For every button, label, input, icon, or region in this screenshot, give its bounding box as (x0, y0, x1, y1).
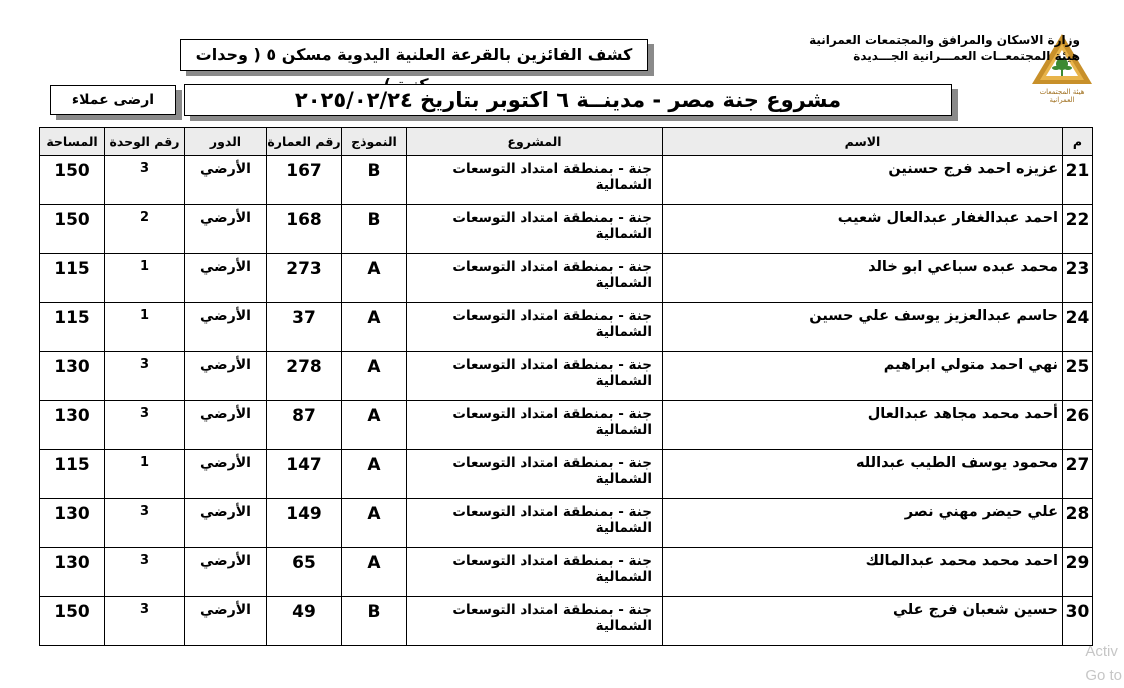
cell-model: A (342, 303, 407, 352)
cell-unit: 3 (105, 401, 185, 450)
cell-model: B (342, 156, 407, 205)
cell-floor: الأرضي (185, 499, 267, 548)
col-header-project: المشروع (407, 128, 663, 156)
cell-unit: 1 (105, 303, 185, 352)
cell-area: 150 (40, 156, 105, 205)
cell-model: A (342, 450, 407, 499)
col-header-floor: الدور (185, 128, 267, 156)
cell-building: 87 (267, 401, 342, 450)
cell-model: A (342, 254, 407, 303)
ministry-header (780, 32, 1080, 64)
cell-unit: 3 (105, 352, 185, 401)
cell-index: 22 (1063, 205, 1093, 254)
cell-building: 278 (267, 352, 342, 401)
cell-unit: 1 (105, 254, 185, 303)
cell-unit: 3 (105, 156, 185, 205)
winners-table (39, 127, 1093, 646)
cell-project: جنة - بمنطقة امتداد التوسعات الشمالية (407, 303, 663, 352)
cell-floor: الأرضي (185, 548, 267, 597)
category-label: ارضى عملاء (50, 85, 176, 115)
table-row (40, 597, 1093, 646)
table-row (40, 254, 1093, 303)
cell-index: 29 (1063, 548, 1093, 597)
project-title: مشروع جنة مصر - مدينــة ٦ اكتوبر بتاريخ ٢٠٢٥/٠٢/٢٤ (184, 84, 952, 116)
cell-index: 21 (1063, 156, 1093, 205)
col-header-area: المساحة (40, 128, 105, 156)
col-header-index: م (1063, 128, 1093, 156)
cell-floor: الأرضي (185, 303, 267, 352)
cell-name: عزيزه احمد فرج حسنين (663, 156, 1063, 205)
activation-watermark (1085, 640, 1122, 688)
cell-name: أحمد محمد مجاهد عبدالعال (663, 401, 1063, 450)
cell-unit: 3 (105, 548, 185, 597)
cell-floor: الأرضي (185, 401, 267, 450)
cell-area: 130 (40, 548, 105, 597)
cell-name: محمد عبده سباعي ابو خالد (663, 254, 1063, 303)
cell-name: حاسم عبدالعزيز يوسف علي حسين (663, 303, 1063, 352)
table-header-row (40, 128, 1093, 156)
cell-building: 149 (267, 499, 342, 548)
cell-index: 23 (1063, 254, 1093, 303)
logo-caption: هيئة المجتمعات العمرانية (1039, 88, 1085, 104)
cell-index: 26 (1063, 401, 1093, 450)
cell-name: محمود يوسف الطيب عبدالله (663, 450, 1063, 499)
document-title: كشف الفائزين بالقرعة العلنية اليدوية مسكن ٥ ( وحدات (180, 39, 648, 71)
cell-unit: 1 (105, 450, 185, 499)
cell-area: 150 (40, 205, 105, 254)
table-row (40, 205, 1093, 254)
watermark-line-1: Activ (1085, 643, 1118, 660)
cell-model: A (342, 499, 407, 548)
cell-floor: الأرضي (185, 597, 267, 646)
cell-name: نهي احمد متولي ابراهيم (663, 352, 1063, 401)
cell-floor: الأرضي (185, 254, 267, 303)
cell-building: 49 (267, 597, 342, 646)
col-header-building: رقم العمارة (267, 128, 342, 156)
cell-name: احمد عبدالغفار عبدالعال شعيب (663, 205, 1063, 254)
col-header-unit: رقم الوحدة (105, 128, 185, 156)
authority-name: هيئة المجتمعــات العمـــرانية الجـــديدة (853, 49, 1080, 63)
cell-building: 37 (267, 303, 342, 352)
cell-area: 115 (40, 450, 105, 499)
cell-floor: الأرضي (185, 205, 267, 254)
cell-project: جنة - بمنطقة امتداد التوسعات الشمالية (407, 401, 663, 450)
cell-area: 130 (40, 401, 105, 450)
cell-unit: 3 (105, 597, 185, 646)
cell-model: B (342, 205, 407, 254)
cell-index: 28 (1063, 499, 1093, 548)
cell-project: جنة - بمنطقة امتداد التوسعات الشمالية (407, 597, 663, 646)
cell-name: احمد محمد محمد عبدالمالك (663, 548, 1063, 597)
cell-name: علي حيضر مهني نصر (663, 499, 1063, 548)
cell-floor: الأرضي (185, 156, 267, 205)
cell-index: 24 (1063, 303, 1093, 352)
cell-area: 130 (40, 352, 105, 401)
cell-name: حسين شعبان فرج علي (663, 597, 1063, 646)
cell-building: 168 (267, 205, 342, 254)
table-row (40, 156, 1093, 205)
watermark-line-2: Go to (1085, 667, 1122, 684)
table-row (40, 499, 1093, 548)
cell-project: جنة - بمنطقة امتداد التوسعات الشمالية (407, 352, 663, 401)
cell-project: جنة - بمنطقة امتداد التوسعات الشمالية (407, 548, 663, 597)
cell-project: جنة - بمنطقة امتداد التوسعات الشمالية (407, 254, 663, 303)
cell-project: جنة - بمنطقة امتداد التوسعات الشمالية (407, 156, 663, 205)
cell-model: A (342, 352, 407, 401)
cell-index: 27 (1063, 450, 1093, 499)
col-header-name: الاسم (663, 128, 1063, 156)
table-row (40, 401, 1093, 450)
cell-index: 30 (1063, 597, 1093, 646)
cell-floor: الأرضي (185, 352, 267, 401)
cell-building: 273 (267, 254, 342, 303)
cell-model: B (342, 597, 407, 646)
cell-area: 150 (40, 597, 105, 646)
cell-project: جنة - بمنطقة امتداد التوسعات الشمالية (407, 450, 663, 499)
cell-area: 130 (40, 499, 105, 548)
table-row (40, 303, 1093, 352)
cell-project: جنة - بمنطقة امتداد التوسعات الشمالية (407, 499, 663, 548)
cell-index: 25 (1063, 352, 1093, 401)
table-row (40, 548, 1093, 597)
cell-floor: الأرضي (185, 450, 267, 499)
ministry-name: وزارة الاسكان والمرافق والمجتمعات العمرانية (809, 33, 1080, 47)
cell-area: 115 (40, 254, 105, 303)
cell-building: 65 (267, 548, 342, 597)
col-header-model: النموذج (342, 128, 407, 156)
cell-building: 167 (267, 156, 342, 205)
cell-unit: 3 (105, 499, 185, 548)
cell-project: جنة - بمنطقة امتداد التوسعات الشمالية (407, 205, 663, 254)
table-row (40, 450, 1093, 499)
cell-building: 147 (267, 450, 342, 499)
cell-model: A (342, 401, 407, 450)
cell-unit: 2 (105, 205, 185, 254)
table-row (40, 352, 1093, 401)
cell-model: A (342, 548, 407, 597)
cell-area: 115 (40, 303, 105, 352)
